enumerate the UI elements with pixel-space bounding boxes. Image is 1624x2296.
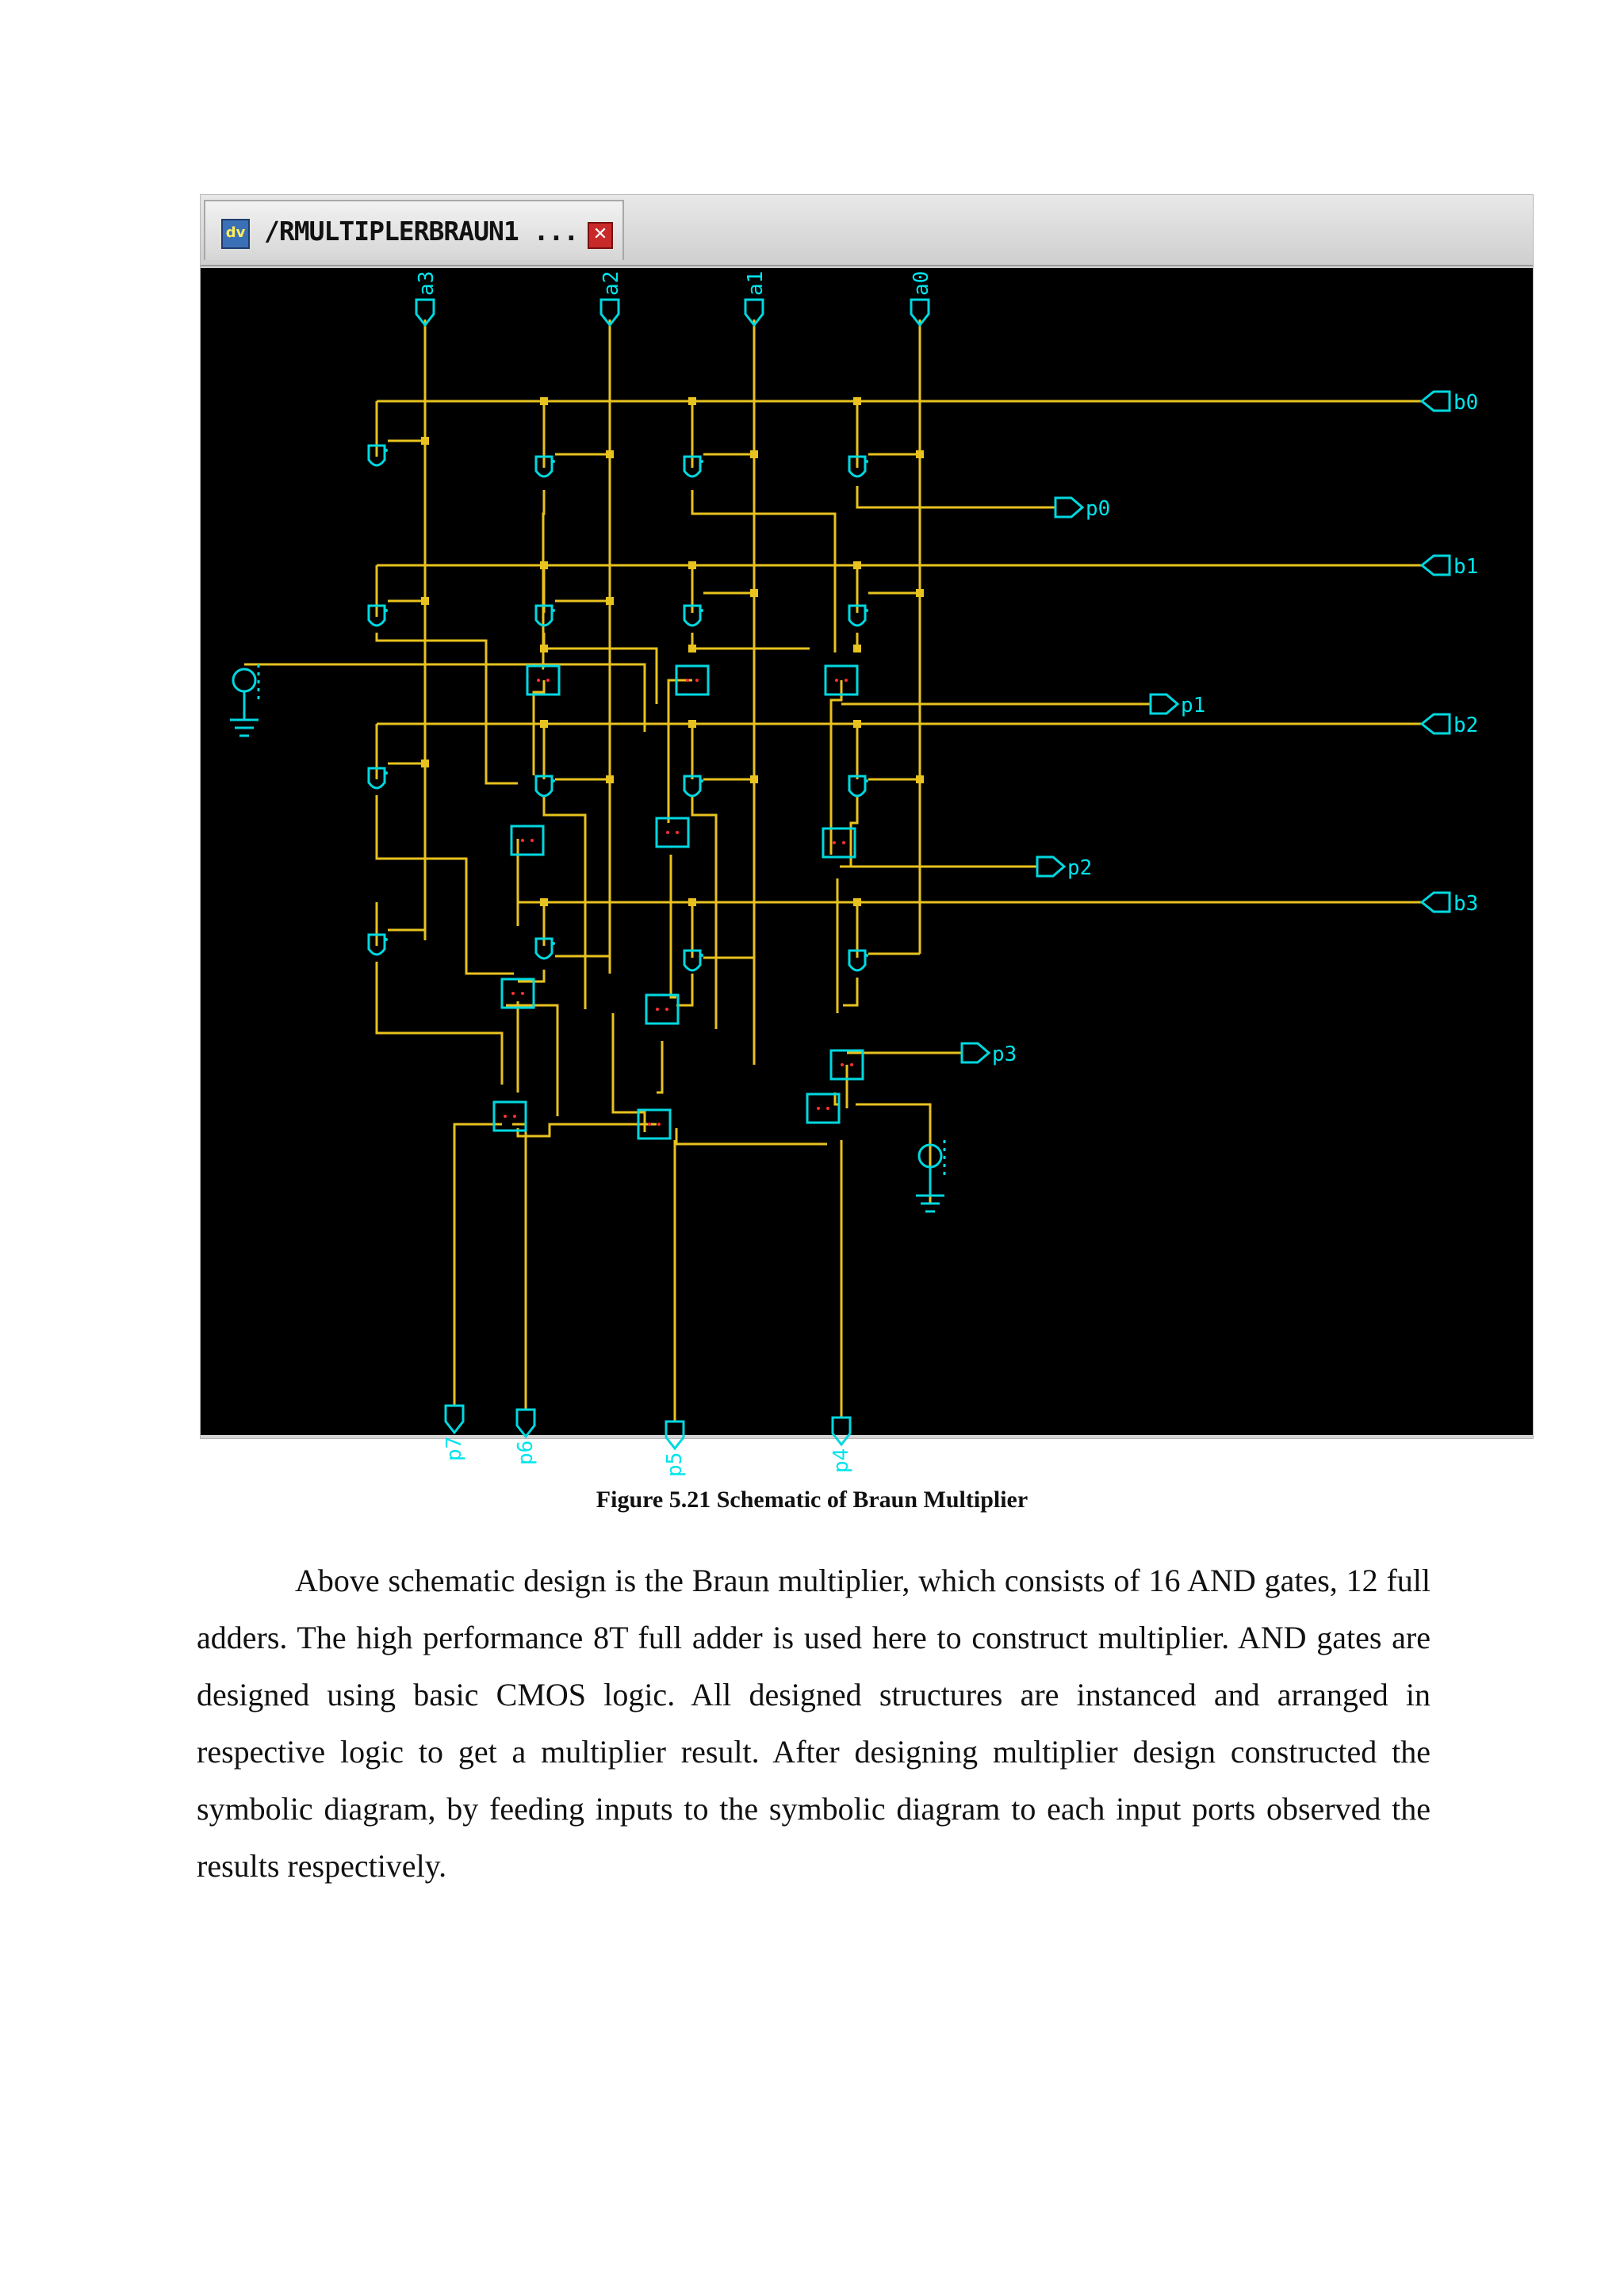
input-label-b3: b3 [1454, 892, 1479, 916]
output-pin-p2 [1037, 857, 1064, 876]
junction-dot [540, 397, 548, 405]
full-adder-block [511, 826, 543, 855]
full-adder-pin [657, 1123, 661, 1126]
junction-dot [540, 898, 548, 906]
input-pin-b0 [1422, 392, 1450, 411]
output-pin-p1 [1151, 695, 1178, 714]
junction-dot [688, 720, 696, 728]
full-adder-pin [521, 839, 524, 842]
input-label-a3: a3 [415, 270, 439, 296]
full-adder-pin [817, 1107, 820, 1110]
and-gate-pin [700, 779, 703, 783]
junction-dot [606, 450, 614, 458]
output-label-p5: p5 [663, 1452, 687, 1477]
and-gate-pin [385, 771, 388, 775]
junction-dot [750, 450, 758, 458]
voltage-source-icon [233, 669, 255, 691]
junction-dot [853, 561, 861, 569]
and-gate-pin [865, 609, 868, 612]
and-gate-pin [552, 609, 555, 612]
junction-dot [916, 589, 924, 597]
junction-dot [916, 450, 924, 458]
junction-dot [916, 775, 924, 783]
full-adder-pin [845, 679, 848, 682]
output-label-p3: p3 [992, 1043, 1017, 1066]
input-label-b2: b2 [1454, 714, 1479, 737]
output-pin-p0 [1055, 498, 1082, 517]
output-pin-p6 [517, 1410, 534, 1437]
and-gate-pin [385, 938, 388, 941]
full-adder-pin [666, 831, 669, 834]
full-adder-pin [537, 679, 540, 682]
junction-dot [421, 597, 429, 605]
output-pin-p5 [666, 1422, 684, 1448]
junction-dot [750, 775, 758, 783]
junction-dot [688, 898, 696, 906]
input-label-a1: a1 [744, 270, 768, 296]
full-adder-pin [513, 1115, 516, 1118]
output-label-p7: p7 [442, 1436, 466, 1461]
junction-dot [540, 645, 548, 652]
junction-dot [688, 397, 696, 405]
junction-dot [853, 645, 861, 652]
and-gate-pin [700, 609, 703, 612]
full-adder-pin [676, 831, 679, 834]
and-gate-pin [552, 779, 555, 783]
output-pin-p4 [833, 1418, 850, 1445]
tab-title: /RMULTIPLERBRAUN1 ... [264, 216, 579, 247]
full-adder-pin [530, 839, 534, 842]
schematic-drawing [201, 268, 1533, 1477]
output-label-p1: p1 [1181, 694, 1206, 718]
tab-schematic[interactable] [204, 200, 624, 260]
junction-dot [853, 397, 861, 405]
and-gate-pin [700, 460, 703, 463]
full-adder-pin [656, 1008, 659, 1011]
input-label-b0: b0 [1454, 391, 1479, 415]
full-adder-pin [521, 992, 524, 995]
tab-bar [201, 195, 1533, 266]
junction-dot [853, 720, 861, 728]
output-label-p4: p4 [829, 1448, 853, 1473]
close-icon[interactable]: ✕ [588, 222, 613, 249]
full-adder-pin [842, 841, 845, 844]
and-gate-pin [865, 954, 868, 957]
full-adder-pin [686, 679, 689, 682]
and-gate-pin [385, 449, 388, 452]
full-adder-pin [546, 679, 550, 682]
full-adder-pin [850, 1063, 853, 1066]
input-label-a0: a0 [910, 270, 933, 296]
junction-dot [421, 437, 429, 445]
output-pin-p3 [962, 1043, 989, 1062]
full-adder-block [646, 995, 678, 1024]
junction-dot [853, 898, 861, 906]
full-adder-pin [504, 1115, 507, 1118]
schematic-window [200, 194, 1534, 1477]
ground-icon [916, 1167, 944, 1211]
and-gate-pin [865, 779, 868, 783]
and-gate-pin [865, 460, 868, 463]
and-gate-pin [700, 954, 703, 957]
junction-dot [750, 589, 758, 597]
output-label-p2: p2 [1067, 856, 1093, 880]
figure-caption: Figure 5.21 Schematic of Braun Multiplier [596, 1487, 1028, 1513]
junction-dot [540, 561, 548, 569]
body-paragraph: Above schematic design is the Braun multiplier, which consists of 16 AND gates, 12 full adders. The high performance 8T full adder is used here to construct multiplier. AND gates are designed using basic CMOS logic. All designed structures are instanced and arranged in respective logic to get a multiplier result. After designing multiplier design constructed the symbolic diagram, by feeding inputs to the symbolic diagram to each input ports observed the results respectively. [197, 1563, 1431, 1884]
and-gate-pin [552, 942, 555, 945]
full-adder-pin [695, 679, 699, 682]
input-label-b1: b1 [1454, 555, 1479, 579]
input-label-a2: a2 [599, 270, 623, 296]
junction-dot [421, 760, 429, 767]
full-adder-pin [511, 992, 515, 995]
junction-dot [688, 561, 696, 569]
input-pin-b1 [1422, 556, 1450, 575]
full-adder-pin [665, 1008, 668, 1011]
input-pin-b3 [1422, 893, 1450, 912]
junction-dot [688, 645, 696, 652]
full-adder-pin [835, 679, 838, 682]
full-adder-pin [648, 1123, 651, 1126]
and-gate-pin [552, 460, 555, 463]
full-adder-pin [833, 841, 836, 844]
junction-dot [606, 597, 614, 605]
full-adder-pin [826, 1107, 829, 1110]
full-adder-pin [841, 1063, 844, 1066]
full-adder-block [494, 1102, 526, 1131]
full-adder-block [657, 818, 688, 847]
junction-dot [540, 720, 548, 728]
output-pin-p7 [446, 1406, 463, 1433]
ground-icon [230, 691, 259, 736]
output-label-p0: p0 [1086, 497, 1111, 521]
and-gate-pin [385, 609, 388, 612]
output-label-p6: p6 [514, 1440, 538, 1465]
design-icon: dv [221, 219, 250, 249]
schematic-canvas[interactable] [201, 268, 1533, 1477]
input-pin-b2 [1422, 714, 1450, 733]
junction-dot [606, 775, 614, 783]
